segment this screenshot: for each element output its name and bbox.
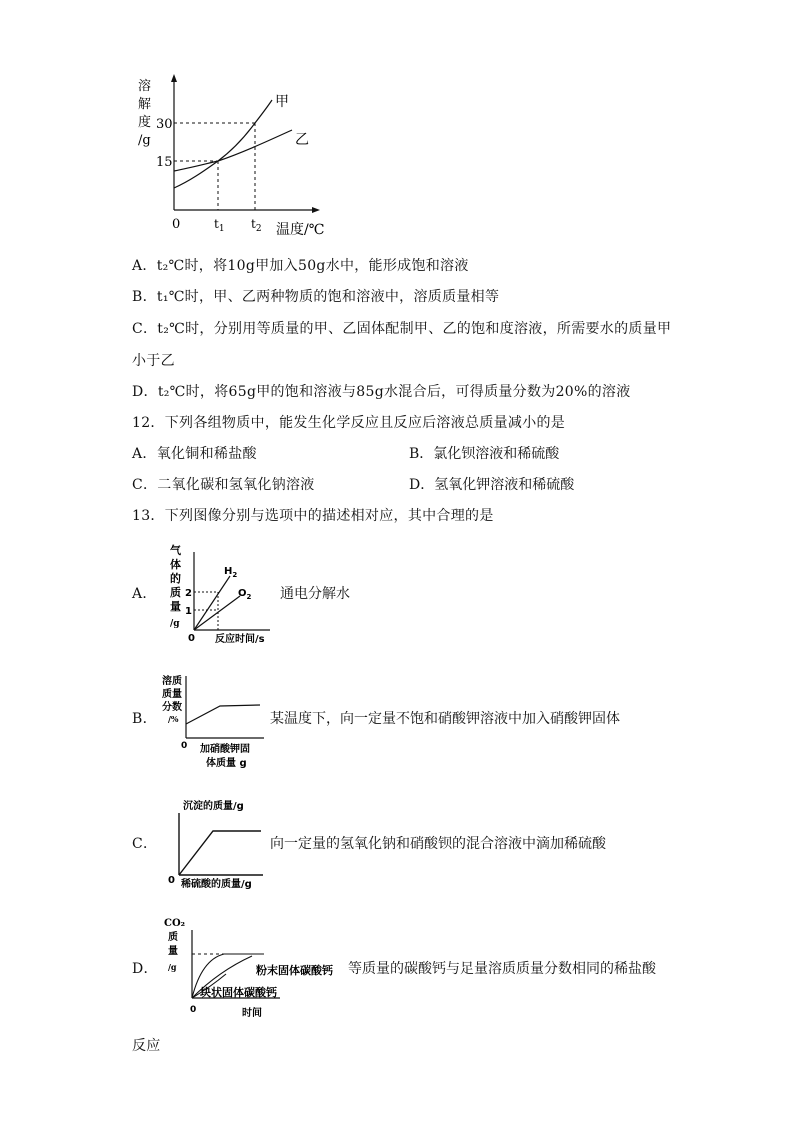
q13d-origin: 0: [190, 1005, 197, 1015]
q13-chart-a: [160, 540, 280, 650]
q13b-ylabel-line: 分数: [162, 702, 182, 713]
q13c-origin: 0: [168, 875, 175, 886]
q13a-line-h2: [194, 576, 230, 630]
q13b-ylabel-line: 溶质: [162, 676, 182, 687]
q13-chart-d: [160, 914, 348, 1024]
q13d-ylabel-line: CO₂: [164, 918, 186, 929]
q13d-ylabel-line: 质: [168, 932, 178, 943]
q13-option-a-letter: A．: [132, 586, 157, 602]
q13a-origin: 0: [188, 633, 195, 644]
q13a-ylabel-char: 质: [170, 586, 181, 599]
q12-option-b: B．氯化钡溶液和稀硫酸: [409, 446, 560, 462]
q12-option-c: C．二氧化碳和氢氧化钠溶液: [132, 477, 315, 493]
q11-option-d: D．t₂℃时，将65g甲的饱和溶液与85g水混合后，可得质量分数为20%的溶液: [132, 384, 631, 400]
q13b-ylabel-line: 质量: [162, 689, 182, 700]
q13-chart-c: [165, 795, 275, 890]
q13-option-b-letter: B．: [132, 711, 157, 727]
q13-option-c-desc: 向一定量的氢氧化钠和硝酸钡的混合溶液中滴加稀硫酸: [270, 836, 606, 852]
q13a-ylabel-char: 量: [170, 600, 181, 613]
q13b-xlabel-2: 体质量 g: [206, 758, 247, 769]
q13b-xlabel-1: 加硝酸钾固: [200, 744, 250, 755]
ylabel-char: 溶: [138, 79, 152, 94]
q13-stem: 13．下列图像分别与选项中的描述相对应，其中合理的是: [132, 508, 494, 524]
q13d-ylabel-line: 量: [168, 946, 178, 957]
q13c-curve: [179, 831, 261, 875]
q13a-line-o2: [194, 596, 240, 630]
q12-option-a: A．氧化铜和稀盐酸: [132, 446, 257, 462]
q11-option-b: B．t₁℃时，甲、乙两种物质的饱和溶液中，溶质质量相等: [132, 289, 500, 305]
q13b-ylabel-line: /%: [168, 714, 179, 724]
q13-option-a-desc: 通电分解水: [280, 586, 350, 602]
x-tick-origin: 0: [172, 217, 181, 232]
q11-option-a: A．t₂℃时，将10g甲加入50g水中，能形成饱和溶液: [132, 258, 469, 274]
q13d-series-powder: 粉末固体碳酸钙: [256, 964, 333, 977]
q13a-series-h2: $H_2$: [224, 566, 238, 579]
q13-chart-b: [160, 672, 270, 772]
q12-option-d: D．氢氧化钾溶液和稀硫酸: [409, 477, 575, 493]
ylabel-char: 度: [138, 115, 152, 130]
q13a-ylabel-char: 体: [170, 558, 181, 571]
y-tick-30: 30: [156, 117, 173, 132]
series-yi-label: 乙: [295, 132, 309, 148]
q13d-ylabel-line: /g: [168, 962, 177, 972]
q13b-ylabel: [162, 674, 182, 724]
q13d-ylabel: [164, 918, 185, 972]
series-jia-label: 甲: [275, 94, 289, 110]
q13b-origin: 0: [181, 741, 188, 751]
solubility-chart: [130, 70, 330, 240]
q13-option-c-letter: C．: [132, 836, 158, 852]
q12-stem: 12．下列各组物质中，能发生化学反应且反应后溶液总质量减小的是: [132, 415, 566, 431]
q13-option-d-desc: 等质量的碳酸钙与足量溶质质量分数相同的稀盐酸: [348, 961, 656, 977]
q13d-series-block: 块状固体碳酸钙: [200, 986, 277, 999]
q13a-ytick-1: 1: [185, 606, 192, 617]
q13a-ylabel-char: 的: [170, 572, 181, 585]
q13a-ylabel: [170, 543, 182, 629]
x-tick-t2: $t_2$: [251, 217, 262, 234]
q13-option-d-letter: D．: [132, 961, 158, 977]
ylabel-char: 解: [138, 97, 152, 112]
curve-jia: [174, 100, 272, 188]
x-axis-label: 温度/℃: [276, 222, 325, 238]
q13a-series-o2: $O_2$: [238, 588, 252, 601]
q13c-ylabel: 沉淀的质量/g: [183, 801, 244, 812]
x-axis-arrow: [312, 207, 320, 213]
q13d-xlabel: 时间: [242, 1008, 262, 1019]
q13b-curve: [186, 705, 260, 724]
q13a-ylabel-char: /g: [170, 619, 180, 629]
q13a-ylabel-char: 气: [170, 544, 181, 557]
q13a-xlabel: 反应时间/s: [215, 634, 265, 645]
q13c-xlabel: 稀硫酸的质量/g: [181, 879, 252, 890]
y-axis-label: [138, 78, 151, 148]
q13-option-d-tail: 反应: [132, 1038, 161, 1054]
q11-option-c-cont: 小于乙: [132, 353, 175, 369]
y-tick-15: 15: [156, 155, 173, 170]
x-tick-t1: $t_1$: [214, 217, 225, 234]
y-axis-arrow: [171, 74, 177, 82]
curve-yi: [174, 130, 292, 171]
q11-option-c: C．t₂℃时，分别用等质量的甲、乙固体配制甲、乙的饱和度溶液，所需要水的质量甲: [132, 321, 672, 337]
q13a-ytick-2: 2: [185, 588, 192, 599]
q13-option-b-desc: 某温度下，向一定量不饱和硝酸钾溶液中加入硝酸钾固体: [270, 711, 620, 727]
ylabel-char: /g: [138, 133, 151, 148]
